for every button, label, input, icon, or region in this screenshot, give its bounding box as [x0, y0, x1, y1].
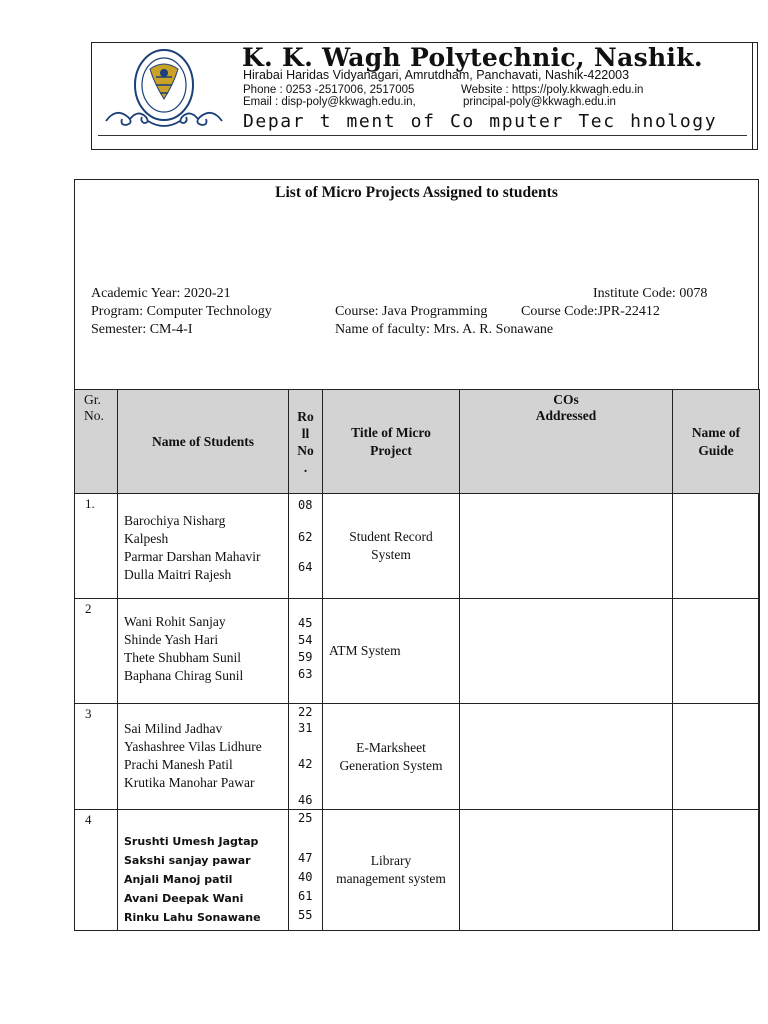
- roll-numbers: [289, 494, 323, 599]
- table-row: [75, 704, 760, 810]
- project-title: [323, 599, 460, 704]
- header-cos: [460, 390, 673, 494]
- faculty: Name of faculty: Mrs. A. R. Sonawane: [335, 322, 554, 337]
- roll-number: 31: [298, 721, 313, 735]
- college-logo-icon: [100, 47, 228, 133]
- letterhead-side-border: [752, 43, 753, 149]
- website-text: Website : https://poly.kkwagh.edu.in: [461, 84, 644, 96]
- student-name: Kalpesh: [124, 531, 169, 546]
- header-gr-line2: No.: [84, 408, 104, 423]
- course: Course: Java Programming: [335, 304, 488, 319]
- cos-cell: [460, 494, 673, 599]
- header-roll-line3: No: [297, 442, 314, 458]
- roll-number: 62: [298, 530, 313, 544]
- projects-table: [74, 389, 760, 931]
- roll-number: 45: [298, 616, 313, 630]
- roll-number: 42: [298, 757, 313, 771]
- guide-cell: [673, 494, 760, 599]
- group-number: 2: [75, 599, 118, 704]
- table-header-row: [75, 390, 760, 494]
- project-title-line2: System: [371, 547, 411, 562]
- roll-number: 64: [298, 560, 313, 574]
- roll-number: 59: [298, 650, 313, 664]
- header-roll-line4: .: [303, 459, 308, 475]
- roll-numbers: [289, 810, 323, 931]
- roll-number: 63: [298, 667, 313, 681]
- project-title-line1: Student Record: [349, 529, 433, 544]
- student-name: Baphana Chirag Sunil: [124, 668, 244, 683]
- roll-number: 22: [298, 705, 313, 719]
- header-guide-line2: Guide: [698, 442, 734, 458]
- project-title: [323, 494, 460, 599]
- student-names: [118, 704, 289, 810]
- roll-number: 40: [298, 870, 313, 884]
- student-names: [118, 494, 289, 599]
- project-title-line2: management system: [336, 871, 446, 886]
- email-text: Email : disp-poly@kkwagh.edu.in,: [243, 96, 416, 108]
- student-name: Srushti Umesh Jagtap: [124, 835, 259, 848]
- roll-number: 61: [298, 889, 313, 903]
- group-number: 3: [75, 704, 118, 810]
- student-name: Wani Rohit Sanjay: [124, 614, 226, 629]
- header-roll-line2: ll: [301, 425, 310, 441]
- guide-cell: [673, 599, 760, 704]
- roll-numbers: [289, 599, 323, 704]
- student-name: Anjali Manoj patil: [124, 873, 233, 886]
- college-address: Hirabai Haridas Vidyanagari, Amrutdham, Panchavati, Nashik-422003: [243, 68, 630, 82]
- phone-text: Phone : 0253 -2517006, 2517005: [243, 84, 415, 96]
- roll-number: 55: [298, 908, 313, 922]
- academic-year: Academic Year: 2020-21: [91, 286, 231, 301]
- guide-cell: [673, 810, 760, 931]
- roll-number: 46: [298, 793, 313, 807]
- guide-cell: [673, 704, 760, 810]
- header-cos-line2: Addressed: [535, 408, 597, 423]
- student-name: Sakshi sanjay pawar: [124, 854, 251, 867]
- table-row: [75, 494, 760, 599]
- student-name: Krutika Manohar Pawar: [124, 775, 255, 790]
- header-gr-no: [75, 390, 118, 494]
- student-name: Rinku Lahu Sonawane: [124, 911, 261, 924]
- contact-line-2: [243, 96, 616, 108]
- header-guide: [673, 390, 760, 494]
- project-title-line1: E-Marksheet: [356, 739, 426, 755]
- student-name: Yashashree Vilas Lidhure: [124, 739, 262, 754]
- contact-line-1: [243, 84, 644, 96]
- table-row: [75, 599, 760, 704]
- header-gr-line1: Gr.: [84, 392, 101, 407]
- student-name: Sai Milind Jadhav: [124, 721, 223, 736]
- header-cos-line1: COs: [553, 392, 579, 407]
- micro-project-sheet: [74, 179, 759, 931]
- semester: Semester: CM-4-I: [91, 322, 193, 337]
- cos-cell: [460, 810, 673, 931]
- student-names: [118, 599, 289, 704]
- student-name: Barochiya Nisharg: [124, 513, 226, 528]
- student-name: Avani Deepak Wani: [124, 892, 244, 905]
- project-title-line2: Generation System: [339, 757, 443, 773]
- department-name: Depar t ment of Co mputer Tec hnology: [243, 111, 718, 132]
- cos-cell: [460, 704, 673, 810]
- course-code: Course Code:JPR-22412: [521, 304, 660, 319]
- project-title: [323, 810, 460, 931]
- project-title-line1: Library: [370, 853, 412, 868]
- roll-number: 08: [298, 498, 313, 512]
- student-name: Parmar Darshan Mahavir: [124, 549, 261, 564]
- program: Program: Computer Technology: [91, 304, 272, 319]
- student-name: Prachi Manesh Patil: [124, 757, 233, 772]
- header-guide-line1: Name of: [691, 424, 741, 440]
- roll-number: 25: [298, 811, 313, 825]
- header-title: [323, 390, 460, 494]
- group-number: 1.: [75, 494, 118, 599]
- header-roll-line1: Ro: [297, 408, 314, 424]
- document-title: List of Micro Projects Assigned to students: [275, 184, 558, 201]
- header-roll-no: [289, 390, 323, 494]
- letterhead: [91, 42, 758, 150]
- header-students: Name of Students: [118, 390, 289, 494]
- student-name: Thete Shubham Sunil: [124, 650, 241, 665]
- project-title-line1: ATM System: [329, 643, 401, 658]
- roll-number: 54: [298, 633, 313, 647]
- table-row: [75, 810, 760, 931]
- roll-number: 47: [298, 851, 313, 865]
- roll-numbers: [289, 704, 323, 810]
- student-name: Shinde Yash Hari: [124, 632, 219, 647]
- group-number: 4: [75, 810, 118, 931]
- student-names: [118, 810, 289, 931]
- student-name: Dulla Maitri Rajesh: [124, 567, 232, 582]
- email2-text: principal-poly@kkwagh.edu.in: [463, 96, 616, 108]
- header-title-line1: Title of Micro: [351, 424, 431, 440]
- cos-cell: [460, 599, 673, 704]
- project-title: [323, 704, 460, 810]
- institute-code: Institute Code: 0078: [593, 286, 708, 301]
- header-title-line2: Project: [370, 442, 412, 458]
- letterhead-divider: [98, 135, 747, 136]
- college-name: K. K. Wagh Polytechnic, Nashik.: [242, 43, 703, 72]
